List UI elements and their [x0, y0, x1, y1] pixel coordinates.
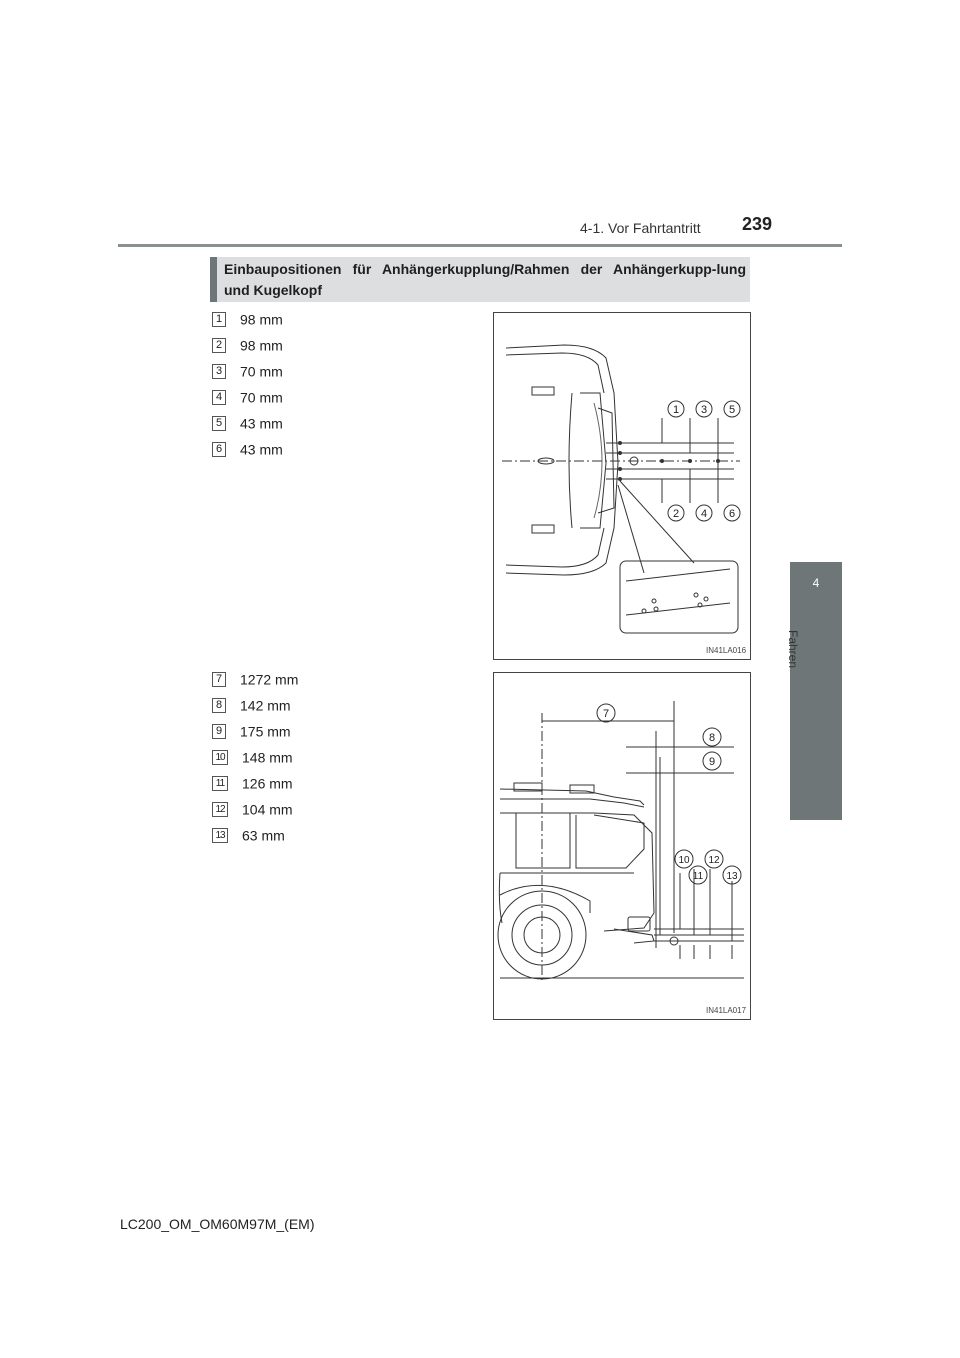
measurement-value: 98 mm — [240, 337, 283, 354]
list-item — [212, 774, 293, 790]
list-item — [212, 362, 283, 378]
list-item — [212, 826, 285, 842]
header-divider — [118, 244, 842, 247]
measurement-value: 70 mm — [240, 363, 283, 380]
figure-top-callout: 2 — [672, 508, 680, 520]
figure-side-callout: 12 — [708, 855, 720, 866]
figure-code: IN41LA017 — [706, 1006, 747, 1015]
measurement-value: 126 mm — [242, 775, 293, 792]
callout-number: 11 — [212, 776, 228, 791]
chapter-label — [784, 630, 804, 690]
chapter-tab — [790, 562, 842, 820]
figure-top-view — [493, 312, 751, 660]
list-item — [212, 310, 283, 326]
measurement-value: 148 mm — [242, 749, 293, 766]
callout-number: 7 — [212, 672, 226, 687]
figure-side-callout: 10 — [678, 855, 690, 866]
document-footer-code: LC200_OM_OM60M97M_(EM) — [120, 1216, 315, 1232]
figure-top-callout: 3 — [700, 404, 708, 416]
measurement-value: 70 mm — [240, 389, 283, 406]
list-item — [212, 670, 298, 686]
figure-top-callout: 4 — [700, 508, 708, 520]
figure-side-view — [493, 672, 751, 1020]
list-item — [212, 440, 283, 456]
measurement-value: 104 mm — [242, 801, 293, 818]
measurement-value: 98 mm — [240, 311, 283, 328]
measurement-value: 43 mm — [240, 441, 283, 458]
section-heading: Einbaupositionen für Anhängerkupplung/Rahmen der Anhängerkupp-lung und Kugelkopf — [224, 261, 746, 298]
measurement-value: 63 mm — [242, 827, 285, 844]
figure-side-callout: 11 — [692, 871, 704, 882]
header-section-title: 4-1. Vor Fahrtantritt — [580, 220, 701, 236]
list-item — [212, 414, 283, 430]
vehicle-side-view-drawing — [494, 673, 750, 1019]
section-heading-accent — [210, 257, 217, 302]
chapter-number: 4 — [812, 576, 820, 590]
callout-number: 6 — [212, 442, 226, 457]
list-item — [212, 748, 293, 764]
figure-side-callout: 7 — [602, 708, 610, 720]
list-item — [212, 800, 293, 816]
callout-number: 1 — [212, 312, 226, 327]
figure-side-callout: 8 — [708, 732, 716, 744]
vehicle-top-view-drawing — [494, 313, 750, 659]
figure-side-callout: 13 — [726, 871, 738, 882]
callout-number: 12 — [212, 802, 228, 817]
callout-number: 10 — [212, 750, 228, 765]
measurement-value: 175 mm — [240, 723, 291, 740]
callout-number: 8 — [212, 698, 226, 713]
measurement-value: 142 mm — [240, 697, 291, 714]
callout-number: 2 — [212, 338, 226, 353]
figure-top-callout: 1 — [672, 404, 680, 416]
figure-code: IN41LA016 — [706, 646, 747, 655]
list-item — [212, 336, 283, 352]
chapter-label-text: Fahren — [786, 630, 800, 669]
measurement-value: 43 mm — [240, 415, 283, 432]
callout-number: 3 — [212, 364, 226, 379]
measurement-value: 1272 mm — [240, 671, 299, 688]
callout-number: 9 — [212, 724, 226, 739]
list-item — [212, 722, 291, 738]
callout-number: 5 — [212, 416, 226, 431]
figure-top-callout: 6 — [728, 508, 736, 520]
callout-number: 13 — [212, 828, 228, 843]
list-item — [212, 696, 291, 712]
figure-side-callout: 9 — [708, 756, 716, 768]
figure-top-callout: 5 — [728, 404, 736, 416]
page-number: 239 — [742, 214, 773, 234]
callout-number: 4 — [212, 390, 226, 405]
list-item — [212, 388, 283, 404]
